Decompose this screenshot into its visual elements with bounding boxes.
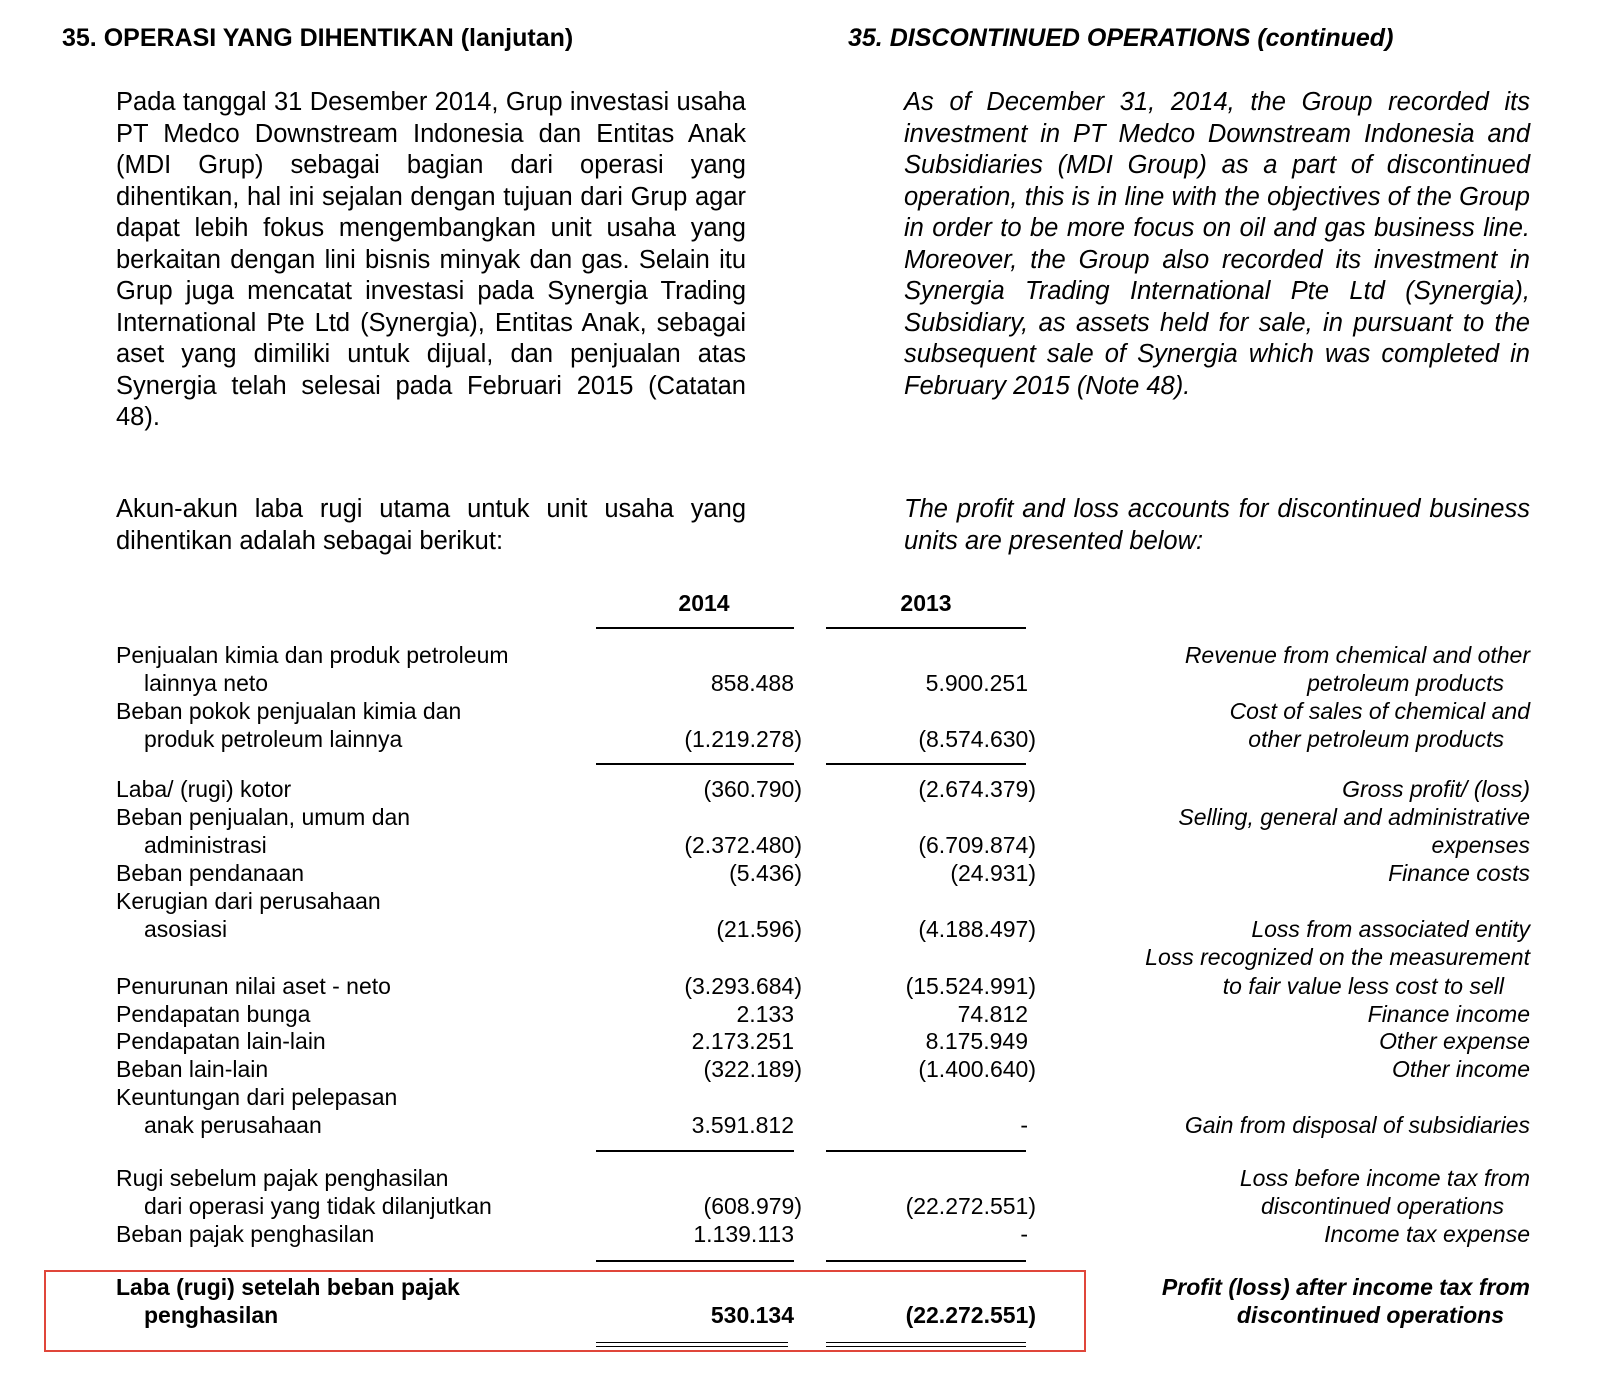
row-label-en: Loss recognized on the measurement (1145, 944, 1530, 970)
row-label-en: petroleum products (1307, 670, 1504, 696)
row-label: Beban lain-lain (116, 1056, 269, 1082)
row-label-en: Finance costs (1388, 860, 1530, 886)
row-label: Keuntungan dari pelepasan (116, 1084, 398, 1110)
subtotal-line-2013 (826, 1150, 1026, 1152)
row-label: Rugi sebelum pajak penghasilan (116, 1165, 449, 1191)
total-double-line-2013 (826, 1342, 1026, 1347)
value-2013: (2.674.379) (918, 776, 1036, 802)
row-label-en: Loss from associated entity (1251, 916, 1530, 942)
value-2014: (21.596) (716, 916, 802, 942)
header-underline-2014 (596, 627, 794, 629)
row-label: Beban pajak penghasilan (116, 1221, 375, 1247)
paragraph-id-accounts: Akun-akun laba rugi utama untuk unit usaha yang dihentikan adalah sebagai berikut: (116, 495, 746, 555)
row-label: Laba/ (rugi) kotor (116, 776, 292, 802)
row-label-en: Revenue from chemical and other (1184, 642, 1530, 668)
value-2014: 530.134 (710, 1302, 794, 1328)
row-label: Penjualan kimia dan produk petroleum (116, 642, 509, 668)
header-underline-2013 (826, 627, 1026, 629)
row-label-en: Other expense (1379, 1028, 1530, 1054)
subtotal-line-2014 (596, 763, 794, 765)
value-2014: (1.219.278) (684, 726, 802, 752)
value-2013: (22.272.551) (905, 1193, 1036, 1219)
row-label-en: Gain from disposal of subsidiaries (1184, 1112, 1530, 1138)
row-label-en: Cost of sales of chemical and (1229, 698, 1530, 724)
subtotal-line-2013 (826, 1260, 1026, 1262)
value-2013: - (1020, 1221, 1028, 1247)
row-label: administrasi (144, 832, 267, 858)
row-label: Beban penjualan, umum dan (116, 804, 411, 830)
row-label: Pendapatan bunga (116, 1001, 311, 1027)
row-label: lainnya neto (144, 670, 269, 696)
column-header-2013: 2013 (900, 590, 952, 616)
value-2014: (2.372.480) (684, 832, 802, 858)
subtotal-line-2014 (596, 1260, 794, 1262)
value-2013: (8.574.630) (918, 726, 1036, 752)
row-label-en: Finance income (1367, 1001, 1530, 1027)
row-label: asosiasi (144, 916, 228, 942)
value-2014: 2.133 (736, 1001, 794, 1027)
row-label-en: Income tax expense (1324, 1221, 1530, 1247)
row-label-en: discontinued operations (1236, 1302, 1504, 1328)
value-2013: (6.709.874) (918, 832, 1036, 858)
value-2014: (3.293.684) (684, 973, 802, 999)
subtotal-line-2013 (826, 763, 1026, 765)
row-label: Laba (rugi) setelah beban pajak (116, 1274, 460, 1300)
subtotal-line-2014 (596, 1150, 794, 1152)
row-label-en: other petroleum products (1248, 726, 1504, 752)
row-label: dari operasi yang tidak dilanjutkan (144, 1193, 492, 1219)
section-heading-en: 35. DISCONTINUED OPERATIONS (continued) (848, 24, 1394, 52)
row-label: Pendapatan lain-lain (116, 1028, 326, 1054)
value-2013: (4.188.497) (918, 916, 1036, 942)
row-label: Penurunan nilai aset - neto (116, 973, 391, 999)
row-label-en: discontinued operations (1261, 1193, 1504, 1219)
total-double-line-2014 (596, 1342, 788, 1347)
value-2014: (5.436) (729, 860, 802, 886)
paragraph-en-intro: As of December 31, 2014, the Group recorded its investment in PT Medco Downstream Indonesia and Subsidiaries (MDI Group) as a part of discontinued operation, this is in line with the objectives of the Group in order to be more focus on oil and gas business line. Moreover, the Group also recorded its investment in Synergia Trading International Pte Ltd (Synergia), Subsidiary, as assets held for sale, in pursuant to the subsequent sale of Synergia which was completed in February 2015 (Note 48). (904, 88, 1530, 400)
value-2014: (608.979) (703, 1193, 802, 1219)
value-2014: 2.173.251 (691, 1028, 794, 1054)
value-2013: (24.931) (950, 860, 1036, 886)
row-label: anak perusahaan (144, 1112, 322, 1138)
row-label: Beban pendanaan (116, 860, 305, 886)
value-2013: (1.400.640) (918, 1056, 1036, 1082)
row-label-en: Other income (1391, 1056, 1530, 1082)
row-label-en: expenses (1431, 832, 1530, 858)
section-heading-id: 35. OPERASI YANG DIHENTIKAN (lanjutan) (62, 24, 574, 52)
value-2014: 3.591.812 (691, 1112, 794, 1138)
column-header-2014: 2014 (678, 590, 730, 616)
value-2013: - (1020, 1112, 1028, 1138)
paragraph-id-intro: Pada tanggal 31 Desember 2014, Grup investasi usaha PT Medco Downstream Indonesia dan Entitas Anak (MDI Grup) sebagai bagian dari operasi yang dihentikan, hal ini sejalan dengan tujuan dari Grup agar dapat lebih fokus mengembangkan unit usaha yang berkaitan dengan lini bisnis minyak dan gas. Selain itu Grup juga mencatat investasi pada Synergia Trading International Pte Ltd (Synergia), Entitas Anak, sebagai aset yang dimiliki untuk dijual, dan penjualan atas Synergia telah selesai pada Februari 2015 (Catatan 48). (116, 88, 746, 431)
row-label-en: to fair value less cost to sell (1222, 973, 1504, 999)
row-label-en: Selling, general and administrative (1178, 804, 1530, 830)
row-label: Beban pokok penjualan kimia dan (116, 698, 462, 724)
value-2013: 8.175.949 (925, 1028, 1028, 1054)
row-label-en: Gross profit/ (loss) (1342, 776, 1530, 802)
value-2013: 74.812 (957, 1001, 1028, 1027)
value-2013: (22.272.551) (905, 1302, 1036, 1328)
row-label: produk petroleum lainnya (144, 726, 403, 752)
value-2013: 5.900.251 (925, 670, 1028, 696)
row-label: Kerugian dari perusahaan (116, 888, 381, 914)
row-label-en: Profit (loss) after income tax from (1161, 1274, 1530, 1300)
value-2013: (15.524.991) (905, 973, 1036, 999)
value-2014: 1.139.113 (693, 1221, 794, 1247)
value-2014: (322.189) (703, 1056, 802, 1082)
paragraph-en-accounts: The profit and loss accounts for discontinued business units are presented below: (904, 495, 1530, 555)
row-label-en: Loss before income tax from (1239, 1165, 1530, 1191)
value-2014: (360.790) (703, 776, 802, 802)
row-label: penghasilan (144, 1302, 279, 1328)
value-2014: 858.488 (710, 670, 794, 696)
